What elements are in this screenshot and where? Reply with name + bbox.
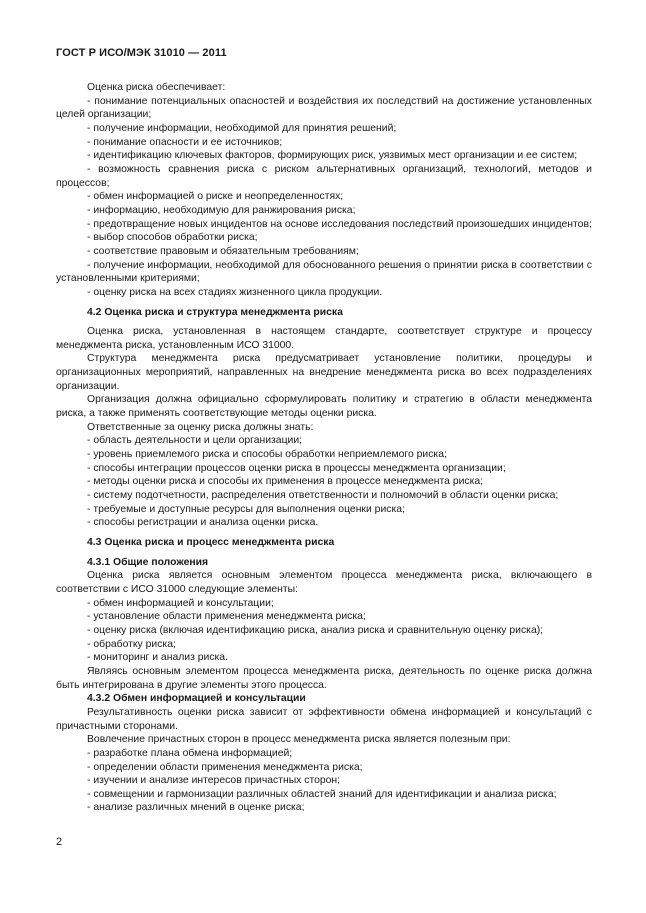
- paragraph: - область деятельности и цели организации;: [87, 435, 303, 447]
- paragraph: - мониторинг и анализ риска.: [87, 652, 228, 664]
- paragraph: - оценку риска на всех стадиях жизненного цикла продукции.: [87, 286, 383, 298]
- paragraph: - соответствие правовым и обязательным требованиям;: [87, 245, 359, 257]
- paragraph: - обработку риска;: [87, 638, 176, 650]
- section-heading: 4.3.2 Обмен информацией и консультации: [87, 693, 306, 705]
- paragraph: - обмен информацией о риске и неопределенностях;: [87, 191, 344, 203]
- paragraph: Оценка риска, установленная в настоящем стандарте, соответствует структуре и процессу менеджмента риска, установленным ИСО 31000.: [56, 326, 592, 351]
- paragraph: - способы интеграции процессов оценки риска в процессы менеджмента организации;: [87, 462, 506, 474]
- paragraph: - идентификацию ключевых факторов, формирующих риск, уязвимых мест организации и ее систем;: [87, 150, 578, 162]
- paragraph: - обмен информацией и консультации;: [87, 597, 274, 609]
- paragraph: - уровень приемлемого риска и способы обработки неприемлемого риска;: [87, 449, 447, 461]
- paragraph: - способы регистрации и анализа оценки риска.: [87, 517, 319, 529]
- paragraph: - изучении и анализе интересов причастных сторон;: [87, 775, 341, 787]
- paragraph: - информацию, необходимую для ранжирования риска;: [87, 204, 356, 216]
- paragraph: - систему подотчетности, распределения ответственности и полномочий в области оценки риска;: [87, 490, 559, 502]
- paragraph: - методы оценки риска и способы их применения в процессе менеджмента риска;: [87, 476, 484, 488]
- paragraph: - предотвращение новых инцидентов на основе исследования последствий произошедших инцидентов;: [87, 218, 592, 230]
- paragraph: - оценку риска (включая идентификацию риска, анализ риска и сравнительную оценку риска);: [87, 624, 544, 636]
- paragraph: - анализе различных мнений в оценке риска;: [87, 802, 305, 814]
- paragraph: Организация должна официально сформулировать политику и стратегию в области менеджмента риска, а также применять соответствующие методы оценки риска.: [56, 394, 592, 420]
- paragraph: - получение информации, необходимой для принятия решений;: [87, 122, 397, 134]
- paragraph: - определении области применения менеджмента риска;: [87, 761, 363, 773]
- page-number: 2: [56, 836, 63, 848]
- paragraph: - возможность сравнения риска с риском альтернативных организаций, технологий, методов и процессов;: [56, 163, 592, 189]
- paragraph: - понимание потенциальных опасностей и воздействия их последствий на достижение установленных целей организации;: [56, 95, 592, 121]
- paragraph: - понимание опасности и ее источников;: [87, 136, 283, 148]
- section-heading: 4.3.1 Общие положения: [87, 556, 209, 568]
- paragraph: Ответственные за оценку риска должны знать:: [87, 421, 314, 433]
- paragraph: - получение информации, необходимой для обоснованного решения о принятии риска в соответствии с установленными критериями;: [56, 259, 592, 285]
- paragraph: Результативность оценки риска зависит от эффективности обмена информацией и консультаций с причастными сторонами.: [56, 706, 592, 732]
- paragraph: Оценка риска является основным элементом процесса менеджмента риска, включающего в соответствии с ИСО 31000 следующие элементы:: [56, 570, 592, 595]
- paragraph: - совмещении и гармонизации различных областей знаний для идентификации и анализа риска;: [87, 788, 557, 800]
- paragraph: - выбор способов обработки риска;: [87, 232, 258, 244]
- section-heading: 4.3 Оценка риска и процесс менеджмента риска: [87, 537, 335, 548]
- document-header: ГОСТ Р ИСО/МЭК 31010 — 2011: [56, 47, 227, 59]
- document-body: [56, 81, 592, 815]
- paragraph: - разработке плана обмена информацией;: [87, 747, 293, 759]
- paragraph: Вовлечение причастных сторон в процесс менеджмента риска является полезным при:: [87, 734, 511, 746]
- paragraph: Оценка риска обеспечивает:: [87, 82, 226, 93]
- paragraph: Являясь основным элементом процесса менеджмента риска, деятельность по оценке риска должна быть интегрирована в другие элементы этого процесса.: [56, 665, 592, 691]
- paragraph: - требуемые и доступные ресурсы для выполнения оценки риска;: [87, 503, 405, 515]
- paragraph: Структура менеджмента риска предусматривает установление политики, процедуры и организационных мероприятий, направленных на внедрение менеджмента риска во всех подразделениях организации.: [56, 353, 592, 392]
- paragraph: - установление области применения менеджмента риска;: [87, 611, 366, 623]
- section-heading: 4.2 Оценка риска и структура менеджмента риска: [87, 306, 343, 318]
